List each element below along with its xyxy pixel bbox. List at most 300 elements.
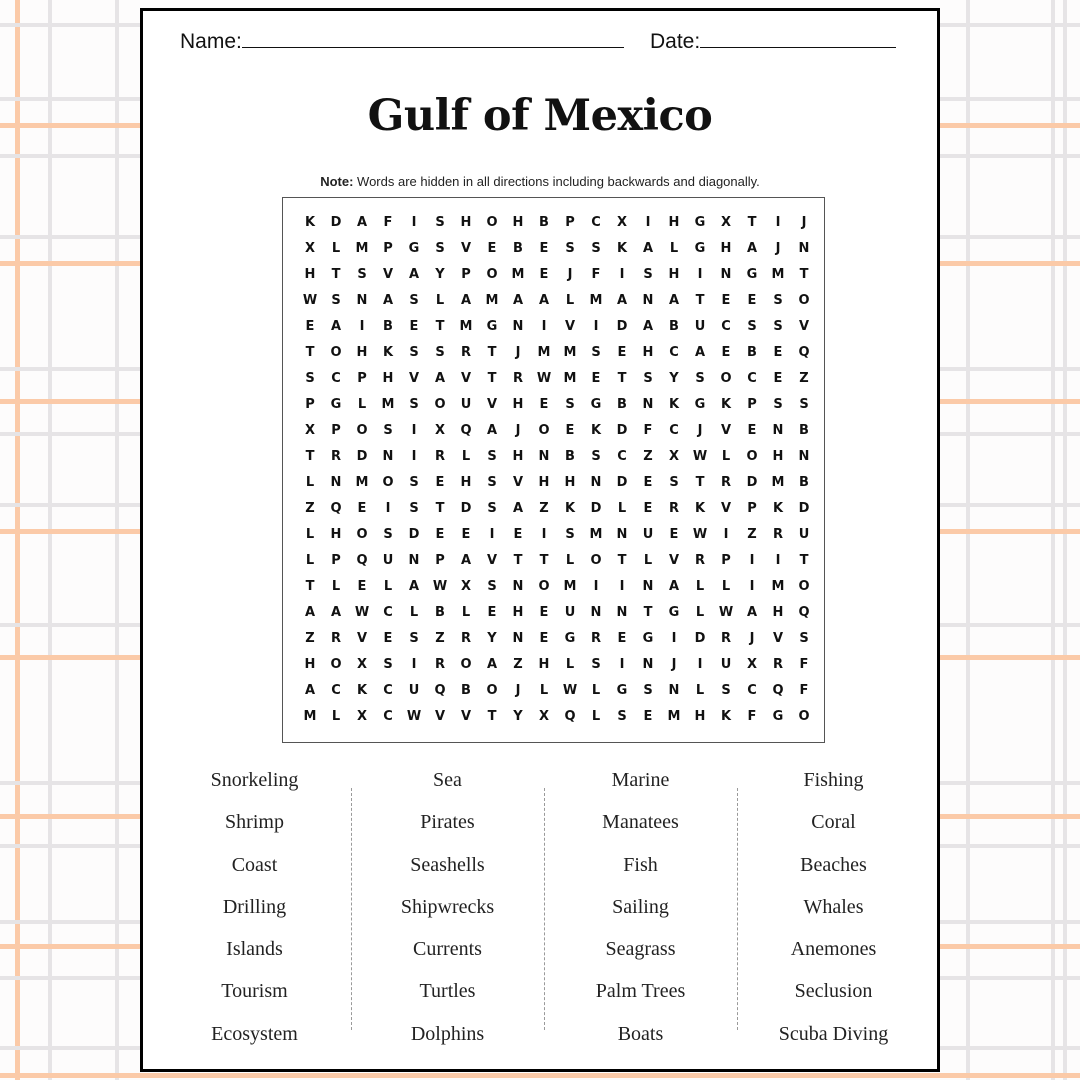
- grid-letter: S: [591, 241, 601, 256]
- grid-letter: R: [694, 553, 705, 568]
- grid-letter: C: [747, 683, 757, 698]
- grid-letter: I: [593, 579, 599, 594]
- grid-letter: M: [771, 579, 785, 594]
- grid-letter: K: [694, 501, 706, 516]
- grid-letter: T: [487, 371, 497, 386]
- grid-letter: N: [356, 293, 368, 308]
- grid-letter: S: [487, 501, 497, 516]
- grid-letter: N: [616, 605, 628, 620]
- grid-letter: V: [512, 475, 524, 490]
- grid-letter: V: [564, 319, 576, 334]
- grid-letter: X: [668, 449, 680, 464]
- grid-letter: J: [567, 267, 573, 282]
- grid-letter: E: [643, 501, 653, 516]
- grid-letter: G: [616, 683, 628, 698]
- grid-letter: I: [593, 319, 599, 334]
- grid-letter: M: [537, 345, 551, 360]
- plaid-line: [1063, 0, 1067, 1080]
- grid-letter: Y: [487, 631, 497, 646]
- grid-letter: A: [330, 605, 342, 620]
- grid-letter: A: [382, 293, 394, 308]
- grid-letter: E: [773, 371, 783, 386]
- plaid-line: [966, 0, 970, 1080]
- word-item: Boats: [617, 1022, 664, 1045]
- word-item: Palm Trees: [595, 980, 686, 1003]
- grid-letter: M: [667, 709, 681, 724]
- grid-letter: T: [435, 501, 445, 516]
- grid-letter: S: [487, 475, 497, 490]
- grid-letter: X: [616, 215, 628, 230]
- grid-letter: P: [565, 215, 575, 230]
- grid-letter: G: [564, 631, 576, 646]
- grid-letter: N: [642, 579, 654, 594]
- grid-letter: W: [562, 683, 578, 698]
- grid-letter: E: [539, 241, 549, 256]
- grid-letter: E: [409, 319, 419, 334]
- grid-letter: L: [669, 241, 679, 256]
- plaid-line: [0, 1073, 1080, 1078]
- grid-letter: G: [694, 215, 706, 230]
- grid-letter: T: [617, 553, 627, 568]
- grid-letter: E: [539, 631, 549, 646]
- grid-letter: J: [515, 423, 521, 438]
- grid-letter: M: [511, 267, 525, 282]
- grid-letter: R: [460, 631, 471, 646]
- grid-letter: C: [331, 371, 341, 386]
- grid-letter: P: [383, 241, 393, 256]
- grid-letter: N: [616, 527, 628, 542]
- grid-letter: V: [798, 319, 810, 334]
- grid-letter: U: [720, 657, 732, 672]
- grid-letter: T: [331, 267, 341, 282]
- grid-letter: R: [512, 371, 523, 386]
- grid-letter: H: [382, 371, 394, 386]
- grid-letter: C: [669, 423, 679, 438]
- grid-letter: S: [591, 345, 601, 360]
- word-item: Sea: [433, 769, 462, 791]
- grid-letter: C: [617, 449, 627, 464]
- grid-letter: E: [357, 501, 367, 516]
- grid-letter: I: [385, 501, 391, 516]
- grid-letter: F: [799, 683, 809, 698]
- grid-letter: H: [512, 397, 524, 412]
- grid-letter: A: [304, 683, 316, 698]
- grid-letter: O: [746, 449, 758, 464]
- grid-letter: Z: [747, 527, 757, 542]
- word-item: Ecosystem: [211, 1022, 298, 1045]
- grid-letter: X: [304, 423, 316, 438]
- grid-letter: V: [434, 709, 446, 724]
- grid-letter: R: [772, 527, 783, 542]
- grid-letter: Y: [669, 371, 679, 386]
- grid-letter: W: [432, 579, 448, 594]
- name-blank-line[interactable]: [242, 29, 624, 48]
- grid-letter: E: [721, 345, 731, 360]
- grid-letter: S: [695, 371, 705, 386]
- grid-letter: H: [356, 345, 368, 360]
- grid-letter: W: [536, 371, 552, 386]
- grid-letter: A: [694, 345, 706, 360]
- grid-letter: S: [669, 475, 679, 490]
- grid-letter: P: [721, 553, 731, 568]
- grid-letter: S: [357, 267, 367, 282]
- grid-letter: S: [331, 293, 341, 308]
- grid-letter: S: [773, 397, 783, 412]
- grid-letter: A: [642, 241, 654, 256]
- grid-letter: G: [590, 397, 602, 412]
- grid-letter: E: [487, 605, 497, 620]
- grid-letter: R: [434, 657, 445, 672]
- grid-letter: R: [720, 475, 731, 490]
- grid-letter: Q: [772, 683, 784, 698]
- grid-letter: L: [435, 293, 445, 308]
- grid-letter: V: [486, 553, 498, 568]
- grid-letter: S: [435, 215, 445, 230]
- grid-letter: M: [563, 579, 577, 594]
- grid-letter: X: [356, 657, 368, 672]
- grid-letter: U: [460, 397, 472, 412]
- grid-letter: L: [461, 605, 471, 620]
- grid-letter: J: [801, 215, 807, 230]
- date-field[interactable]: [650, 29, 896, 54]
- grid-letter: A: [746, 241, 758, 256]
- word-item: Seashells: [410, 853, 485, 876]
- grid-letter: I: [697, 267, 703, 282]
- grid-letter: K: [720, 709, 732, 724]
- grid-letter: T: [539, 553, 549, 568]
- grid-letter: S: [435, 241, 445, 256]
- grid-letter: T: [435, 319, 445, 334]
- page-title: Gulf of Mexico: [367, 91, 713, 141]
- grid-letter: S: [487, 449, 497, 464]
- grid-letter: Y: [513, 709, 523, 724]
- grid-letter: M: [771, 267, 785, 282]
- grid-letter: N: [538, 449, 550, 464]
- grid-letter: Q: [330, 501, 342, 516]
- grid-letter: E: [383, 631, 393, 646]
- word-item: Beaches: [800, 853, 867, 876]
- grid-letter: Z: [643, 449, 653, 464]
- grid-letter: S: [409, 501, 419, 516]
- grid-letter: H: [772, 605, 784, 620]
- grid-letter: W: [354, 605, 370, 620]
- grid-letter: N: [590, 605, 602, 620]
- grid-letter: H: [642, 345, 654, 360]
- word-item: Islands: [226, 938, 283, 961]
- grid-letter: N: [408, 553, 420, 568]
- grid-letter: S: [643, 683, 653, 698]
- grid-letter: E: [643, 475, 653, 490]
- grid-letter: H: [564, 475, 576, 490]
- grid-letter: O: [460, 657, 472, 672]
- grid-letter: Z: [539, 501, 549, 516]
- grid-letter: S: [409, 475, 419, 490]
- grid-letter: W: [692, 449, 708, 464]
- grid-letter: Q: [798, 605, 810, 620]
- grid-letter: T: [487, 709, 497, 724]
- grid-letter: N: [382, 449, 394, 464]
- grid-letter: T: [305, 579, 315, 594]
- grid-letter: L: [331, 241, 341, 256]
- grid-letter: A: [486, 423, 498, 438]
- grid-letter: T: [513, 553, 523, 568]
- grid-letter: F: [747, 709, 757, 724]
- grid-letter: Q: [460, 423, 472, 438]
- grid-letter: L: [695, 683, 705, 698]
- name-field[interactable]: [180, 29, 624, 54]
- grid-letter: L: [331, 579, 341, 594]
- grid-letter: B: [617, 397, 627, 412]
- word-column-3: [544, 766, 737, 1062]
- grid-letter: S: [409, 293, 419, 308]
- grid-letter: U: [694, 319, 706, 334]
- grid-letter: Z: [435, 631, 445, 646]
- grid-letter: P: [461, 267, 471, 282]
- grid-letter: Z: [305, 501, 315, 516]
- grid-letter: R: [590, 631, 601, 646]
- grid-letter: R: [668, 501, 679, 516]
- grid-letter: K: [382, 345, 394, 360]
- word-item: Anemones: [790, 938, 877, 961]
- grid-letter: S: [591, 449, 601, 464]
- grid-letter: F: [799, 657, 809, 672]
- grid-letter: B: [513, 241, 523, 256]
- grid-letter: E: [747, 423, 757, 438]
- grid-letter: S: [747, 319, 757, 334]
- grid-letter: I: [619, 579, 625, 594]
- grid-letter: L: [617, 501, 627, 516]
- grid-letter: Q: [356, 553, 368, 568]
- grid-letter: X: [720, 215, 732, 230]
- grid-letter: J: [775, 241, 781, 256]
- word-item: Shipwrecks: [400, 895, 495, 918]
- grid-letter: I: [411, 215, 417, 230]
- letter-grid: [297, 210, 817, 730]
- grid-letter: A: [668, 579, 680, 594]
- grid-letter: I: [619, 657, 625, 672]
- grid-letter: D: [460, 501, 472, 516]
- grid-letter: T: [695, 293, 705, 308]
- grid-letter: E: [539, 267, 549, 282]
- grid-letter: B: [799, 475, 809, 490]
- grid-letter: Q: [798, 345, 810, 360]
- date-blank-line[interactable]: [700, 29, 896, 48]
- grid-letter: R: [330, 631, 341, 646]
- grid-letter: O: [330, 657, 342, 672]
- grid-letter: D: [616, 319, 628, 334]
- grid-letter: X: [304, 241, 316, 256]
- word-item: Coast: [231, 853, 278, 876]
- grid-letter: H: [304, 657, 316, 672]
- grid-letter: I: [619, 267, 625, 282]
- grid-letter: P: [357, 371, 367, 386]
- grid-letter: D: [408, 527, 420, 542]
- instructions-note: [143, 174, 937, 189]
- grid-letter: V: [668, 553, 680, 568]
- grid-letter: B: [565, 449, 575, 464]
- grid-letter: N: [798, 449, 810, 464]
- grid-letter: L: [695, 579, 705, 594]
- grid-letter: D: [798, 501, 810, 516]
- grid-letter: T: [305, 449, 315, 464]
- grid-letter: O: [798, 579, 810, 594]
- grid-letter: V: [460, 709, 472, 724]
- word-list: [158, 766, 930, 1056]
- plaid-line: [1051, 0, 1055, 1080]
- grid-letter: E: [513, 527, 523, 542]
- word-item: Manatees: [602, 811, 679, 834]
- grid-letter: K: [616, 241, 628, 256]
- grid-letter: U: [564, 605, 576, 620]
- grid-letter: G: [408, 241, 420, 256]
- grid-letter: V: [408, 371, 420, 386]
- grid-letter: L: [357, 397, 367, 412]
- grid-letter: M: [355, 475, 369, 490]
- grid-letter: N: [798, 241, 810, 256]
- grid-letter: A: [460, 553, 472, 568]
- grid-letter: E: [565, 423, 575, 438]
- grid-letter: K: [720, 397, 732, 412]
- plaid-line: [115, 0, 119, 1080]
- plaid-line: [15, 0, 20, 1080]
- grid-letter: L: [643, 553, 653, 568]
- grid-letter: J: [515, 345, 521, 360]
- grid-letter: K: [564, 501, 576, 516]
- grid-letter: N: [642, 397, 654, 412]
- grid-letter: I: [541, 319, 547, 334]
- plaid-line: [48, 0, 52, 1080]
- grid-letter: U: [642, 527, 654, 542]
- grid-letter: H: [772, 449, 784, 464]
- grid-letter: V: [486, 397, 498, 412]
- grid-letter: T: [799, 267, 809, 282]
- grid-letter: A: [668, 293, 680, 308]
- grid-letter: M: [303, 709, 317, 724]
- grid-letter: H: [512, 449, 524, 464]
- grid-letter: B: [669, 319, 679, 334]
- grid-letter: I: [723, 527, 729, 542]
- grid-letter: A: [746, 605, 758, 620]
- grid-letter: S: [565, 397, 575, 412]
- grid-letter: L: [591, 709, 601, 724]
- grid-letter: A: [304, 605, 316, 620]
- word-item: Coral: [811, 811, 856, 834]
- word-item: Fish: [623, 853, 658, 876]
- grid-letter: M: [381, 397, 395, 412]
- grid-letter: W: [692, 527, 708, 542]
- grid-letter: V: [460, 241, 472, 256]
- grid-letter: K: [590, 423, 602, 438]
- grid-letter: O: [590, 553, 602, 568]
- grid-letter: P: [331, 553, 341, 568]
- grid-letter: U: [382, 553, 394, 568]
- grid-letter: I: [411, 423, 417, 438]
- grid-letter: N: [642, 657, 654, 672]
- grid-letter: J: [515, 683, 521, 698]
- grid-letter: O: [798, 709, 810, 724]
- grid-letter: C: [669, 345, 679, 360]
- grid-letter: G: [772, 709, 784, 724]
- grid-letter: A: [408, 579, 420, 594]
- word-item: Seagrass: [605, 938, 676, 961]
- grid-letter: S: [383, 423, 393, 438]
- grid-letter: H: [460, 475, 472, 490]
- grid-letter: I: [359, 319, 365, 334]
- grid-letter: O: [720, 371, 732, 386]
- grid-letter: I: [775, 553, 781, 568]
- name-label: Name:: [180, 30, 242, 53]
- grid-letter: A: [538, 293, 550, 308]
- grid-letter: M: [563, 345, 577, 360]
- grid-letter: E: [435, 527, 445, 542]
- grid-letter: K: [772, 501, 784, 516]
- word-item: Shrimp: [225, 811, 284, 834]
- grid-letter: H: [720, 241, 732, 256]
- grid-letter: A: [616, 293, 628, 308]
- grid-letter: Q: [434, 683, 446, 698]
- grid-letter: V: [720, 423, 732, 438]
- grid-letter: F: [383, 215, 393, 230]
- grid-letter: E: [305, 319, 315, 334]
- grid-letter: S: [409, 397, 419, 412]
- grid-letter: A: [486, 657, 498, 672]
- grid-letter: I: [749, 553, 755, 568]
- grid-letter: C: [721, 319, 731, 334]
- grid-letter: P: [747, 501, 757, 516]
- word-column-1: [158, 766, 351, 1062]
- grid-letter: A: [356, 215, 368, 230]
- grid-letter: K: [304, 215, 316, 230]
- grid-letter: S: [305, 371, 315, 386]
- grid-letter: M: [485, 293, 499, 308]
- grid-letter: S: [643, 267, 653, 282]
- grid-letter: E: [721, 293, 731, 308]
- grid-letter: B: [799, 423, 809, 438]
- grid-letter: A: [408, 267, 420, 282]
- grid-letter: E: [747, 293, 757, 308]
- word-item: Snorkeling: [210, 769, 299, 791]
- grid-letter: E: [617, 345, 627, 360]
- grid-letter: E: [487, 241, 497, 256]
- grid-letter: N: [512, 579, 524, 594]
- grid-letter: S: [799, 397, 809, 412]
- grid-letter: X: [434, 423, 446, 438]
- word-item: Turtles: [419, 980, 476, 1003]
- grid-letter: Z: [305, 631, 315, 646]
- grid-letter: M: [459, 319, 473, 334]
- grid-letter: S: [565, 241, 575, 256]
- grid-letter: Z: [513, 657, 523, 672]
- grid-letter: V: [772, 631, 784, 646]
- grid-letter: V: [356, 631, 368, 646]
- grid-letter: B: [383, 319, 393, 334]
- grid-letter: O: [356, 527, 368, 542]
- grid-letter: X: [460, 579, 472, 594]
- word-column-2: [351, 766, 544, 1062]
- grid-letter: X: [538, 709, 550, 724]
- grid-letter: O: [330, 345, 342, 360]
- grid-letter: A: [460, 293, 472, 308]
- grid-letter: E: [357, 579, 367, 594]
- grid-letter: A: [512, 501, 524, 516]
- grid-letter: S: [591, 657, 601, 672]
- grid-letter: C: [383, 605, 393, 620]
- grid-letter: C: [591, 215, 601, 230]
- grid-letter: O: [486, 683, 498, 698]
- grid-letter: X: [356, 709, 368, 724]
- grid-letter: I: [697, 657, 703, 672]
- grid-letter: G: [668, 605, 680, 620]
